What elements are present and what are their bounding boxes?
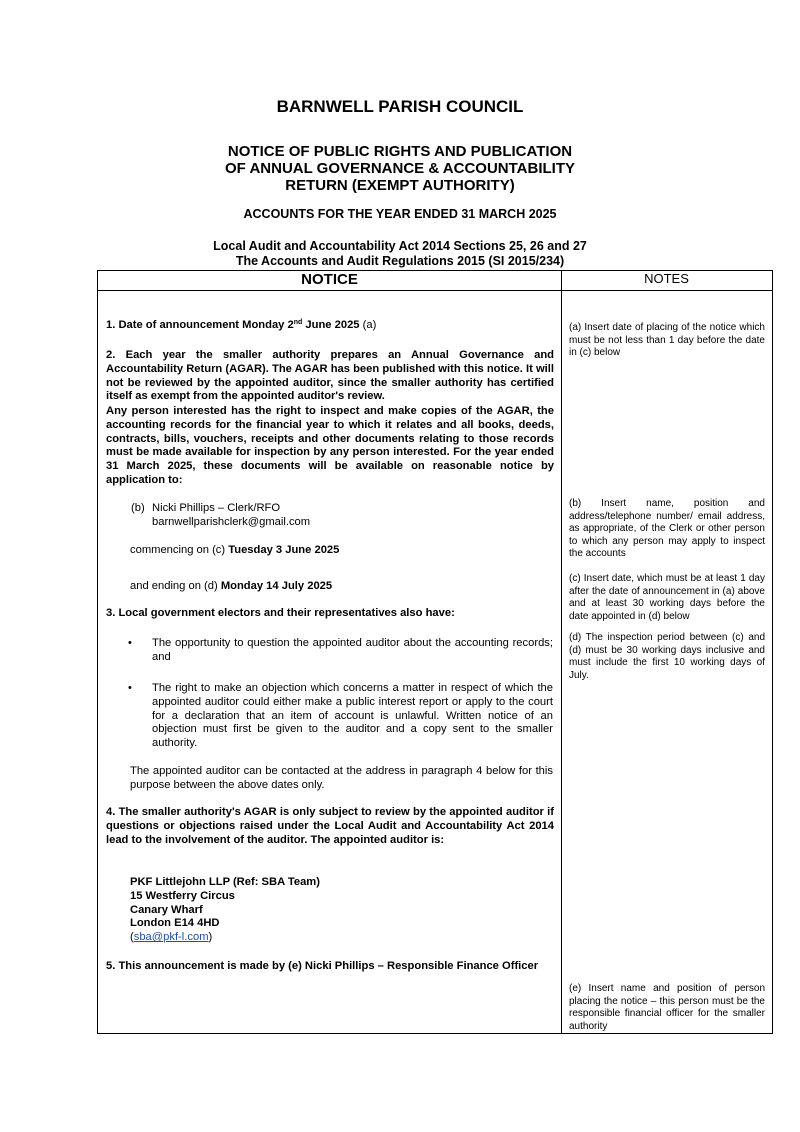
legislation-line-2: The Accounts and Audit Regulations 2015 (SI 2015/234) xyxy=(235,254,565,268)
header-divider xyxy=(97,290,772,291)
council-title: BARNWELL PARISH COUNCIL xyxy=(276,97,524,116)
notice-heading xyxy=(0,143,800,194)
paragraph-1-label: 1. Date of announcement xyxy=(106,319,243,331)
note-a: (a) Insert date of placing of the notice which must be not less than 1 day before the date in (c) below xyxy=(569,322,765,358)
auditor-name: PKF Littlejohn LLP (Ref: SBA Team) xyxy=(130,876,320,888)
column-divider xyxy=(561,270,562,1033)
notice-heading-line-1: NOTICE OF PUBLIC RIGHTS AND PUBLICATION xyxy=(227,143,573,160)
note-d: (d) The inspection period between (c) and (d) must be 30 working days inclusive and must include the first 10 working days of July. xyxy=(569,632,765,681)
note-c: (c) Insert date, which must be at least 1 day after the date of announcement in (a) above and at least 30 working days before the date appointed in (d) below xyxy=(569,573,765,622)
notes-column-header: NOTES xyxy=(644,271,689,286)
notice-heading-line-3: RETURN (EXEMPT AUTHORITY) xyxy=(285,177,515,194)
announcement-date: Monday 2nd June 2025 xyxy=(242,319,360,331)
bullet-marker: • xyxy=(128,637,132,649)
note-e: (e) Insert name and position of person placing the notice – this person must be the responsible financial officer for the smaller authority xyxy=(569,983,765,1032)
paragraph-3-heading: 3. Local government electors and their representatives also have: xyxy=(106,607,455,619)
accounts-year-heading: ACCOUNTS FOR THE YEAR ENDED 31 MARCH 2025 xyxy=(243,207,557,221)
notice-heading-line-2: OF ANNUAL GOVERNANCE & ACCOUNTABILITY xyxy=(225,160,575,177)
contact-label: (b) xyxy=(131,502,145,514)
legislation-line-1: Local Audit and Accountability Act 2014 Sections 25, 26 and 27 xyxy=(213,239,587,253)
contact-name: Nicki Phillips – Clerk/RFO xyxy=(152,502,281,514)
auditor-email-line: (sba@pkf-l.com) xyxy=(130,931,213,944)
note-ref-a: (a) xyxy=(359,319,377,331)
contact-email: barnwellparishclerk@gmail.com xyxy=(152,516,311,528)
paragraph-4-review: 4. The smaller authority's AGAR is only subject to review by the appointed auditor if questions or objections raised under the Local Audit and Accountability Act 2014 lead to the involvement of the auditor. The appointed auditor is: xyxy=(106,806,554,846)
auditor-address-line-1: 15 Westferry Circus xyxy=(130,889,235,902)
paragraph-5-announcement-by: 5. This announcement is made by (e) Nicki Phillips – Responsible Finance Officer xyxy=(106,960,539,972)
auditor-address-line-3: London E14 4HD xyxy=(130,917,220,930)
bullet-make-objection: The right to make an objection which concerns a matter in respect of which the appointed auditor could either make a public interest report or apply to the court for a declaration that an item of account is unlawful. Written notice of an objection must first be given to the auditor and a copy sent to the smaller authority. xyxy=(152,682,553,750)
bullet-marker: • xyxy=(128,682,132,694)
auditor-contact-note: The appointed auditor can be contacted at the address in paragraph 4 below for this purpose between the above dates only. xyxy=(130,765,553,791)
paragraph-2-inspection-rights: Any person interested has the right to inspect and make copies of the AGAR, the accounting records for the financial year to which it relates and all books, deeds, contracts, bills, vouchers, receipts and other documents relating to those records must be made available for inspection by any person interested. For the year ended 31 March 2025, these documents will be available on reasonable notice by application to: xyxy=(106,405,554,486)
ending-date: Monday 14 July 2025 xyxy=(220,580,333,592)
commencing-date: Tuesday 3 June 2025 xyxy=(228,544,340,556)
auditor-address xyxy=(130,876,320,945)
note-b: (b) Insert name, position and address/telephone number/ email address, as appropriate, of the Clerk or other person to which any person may apply to inspect the accounts xyxy=(569,498,765,559)
paragraph-2-agar-published: 2. Each year the smaller authority prepares an Annual Governance and Accountability Return (AGAR). The AGAR has been published with this notice. It will not be reviewed by the appointed auditor, since the smaller authority has certified itself as exempt from the appointed auditor's review. xyxy=(106,349,554,403)
ending-line: and ending on (d) Monday 14 July 2025 xyxy=(130,580,333,592)
notice-column-header: NOTICE xyxy=(301,271,358,288)
auditor-email-link[interactable]: sba@pkf-l.com xyxy=(133,931,209,944)
commencing-line: commencing on (c) Tuesday 3 June 2025 xyxy=(130,544,340,556)
legislation-references xyxy=(0,239,800,269)
auditor-address-line-2: Canary Wharf xyxy=(130,903,203,916)
paragraph-1-date-of-announcement xyxy=(106,319,556,333)
bullet-question-auditor: The opportunity to question the appointed auditor about the accounting records; and xyxy=(152,637,553,663)
